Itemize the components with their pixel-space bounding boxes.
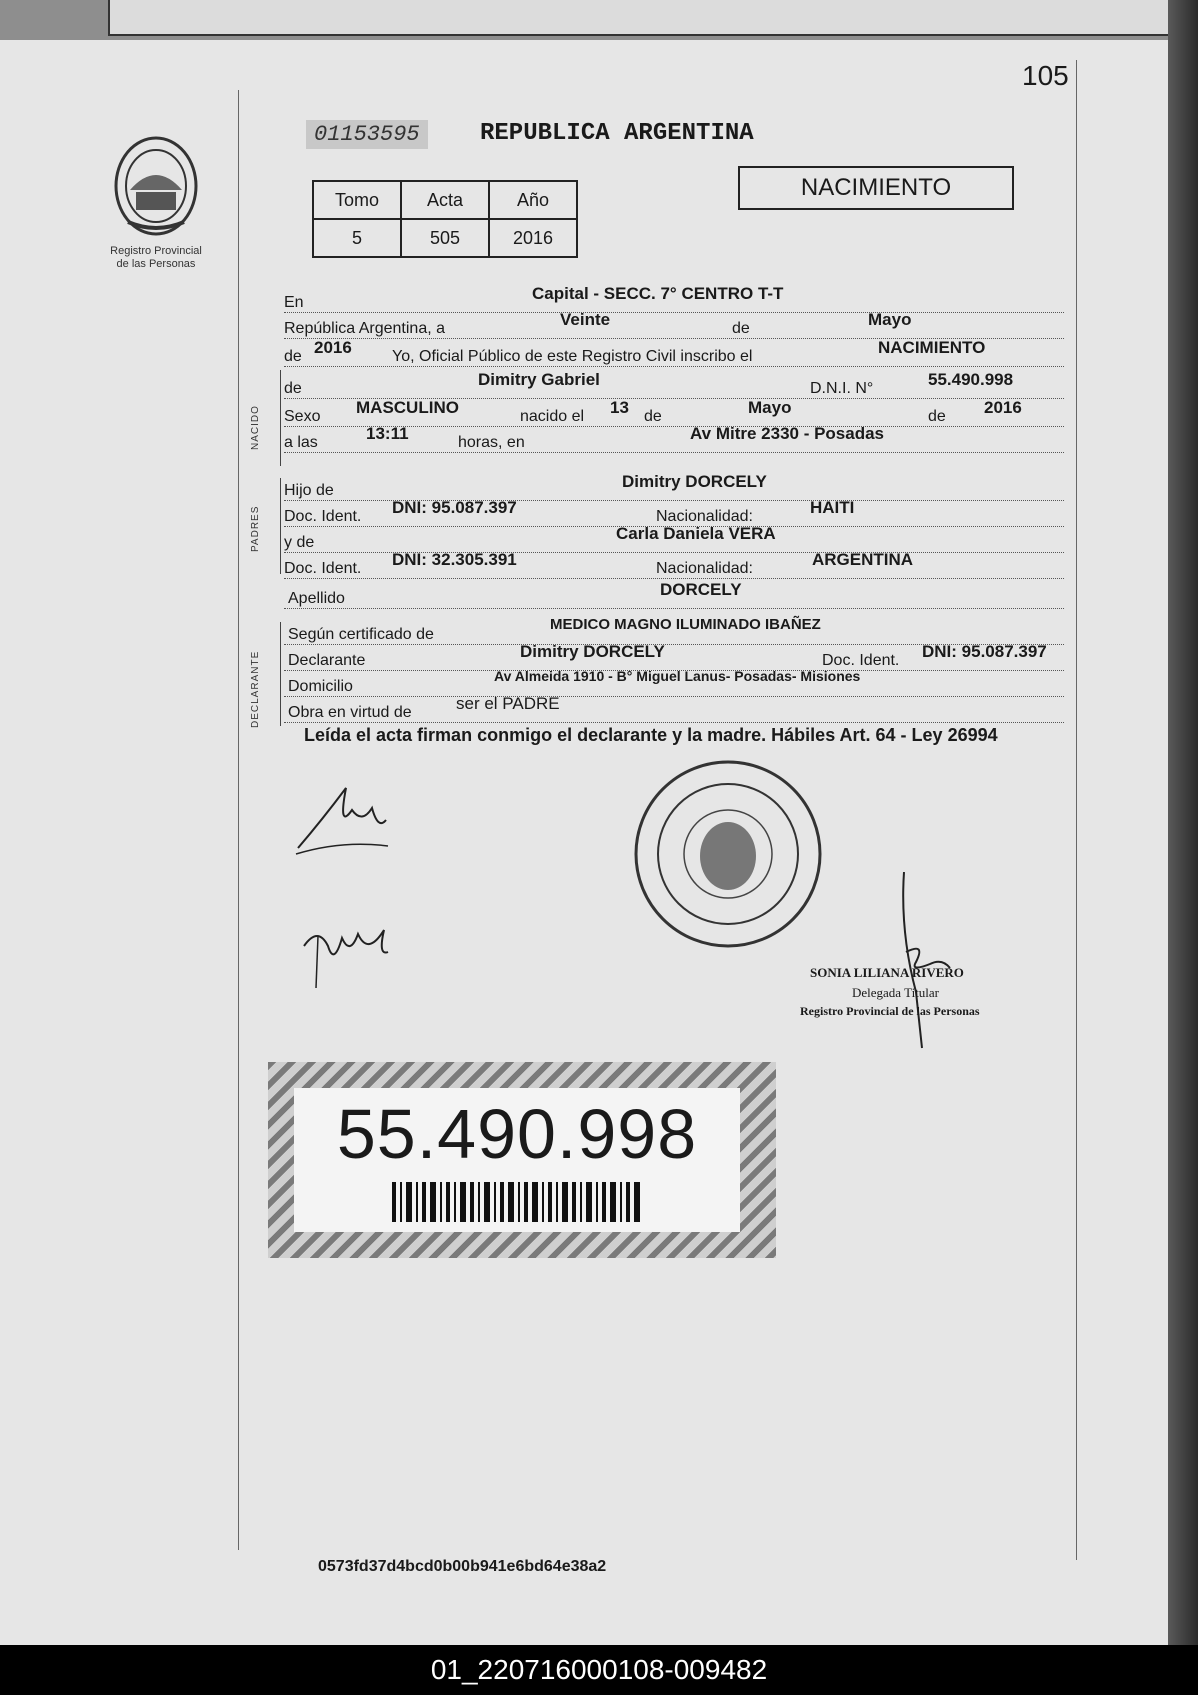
value-father-nationality: HAITI bbox=[810, 498, 855, 517]
value-father-doc: DNI: 95.087.397 bbox=[392, 498, 517, 517]
org-name-line2: de las Personas bbox=[116, 258, 196, 270]
right-margin-line bbox=[1076, 60, 1077, 1560]
registry-table bbox=[312, 180, 578, 258]
label-obra: Obra en virtud de bbox=[288, 704, 412, 721]
value-mother-nationality: ARGENTINA bbox=[812, 550, 914, 569]
value-year: 2016 bbox=[314, 338, 352, 357]
left-margin-line bbox=[238, 90, 239, 1550]
label-certificado: Según certificado de bbox=[288, 626, 434, 643]
row-obra bbox=[284, 694, 1064, 723]
value-month: Mayo bbox=[868, 310, 912, 329]
label-doc-ident-mother: Doc. Ident. bbox=[284, 560, 362, 577]
label-doc-ident-father: Doc. Ident. bbox=[284, 508, 362, 525]
province-seal-icon bbox=[108, 130, 204, 242]
row-nombre bbox=[284, 370, 1064, 399]
label-dni: D.N.I. N° bbox=[810, 380, 874, 397]
value-apellido: DORCELY bbox=[660, 580, 742, 599]
label-nacionalidad-mother: Nacionalidad: bbox=[656, 560, 753, 577]
value-birth-day: 13 bbox=[610, 398, 629, 417]
signature-official bbox=[866, 872, 966, 1052]
label-de4: de bbox=[644, 408, 662, 425]
value-tomo: 5 bbox=[313, 219, 401, 257]
label-yde: y de bbox=[284, 534, 315, 551]
official-role: Delegada Titular bbox=[852, 985, 940, 1000]
value-time: 13:11 bbox=[366, 424, 409, 443]
value-birth-month: Mayo bbox=[748, 398, 792, 417]
signature-declarante bbox=[292, 780, 392, 860]
doc-type-box: NACIMIENTO bbox=[738, 166, 1014, 210]
country-title: REPUBLICA ARGENTINA bbox=[480, 120, 754, 147]
label-hijo: Hijo de bbox=[284, 482, 334, 499]
value-day: Veinte bbox=[560, 310, 611, 329]
label-de3: de bbox=[284, 380, 302, 397]
value-certificado: MEDICO MAGNO ILUMINADO IBAÑEZ bbox=[550, 616, 821, 633]
label-de5: de bbox=[928, 408, 946, 425]
label-republica: República Argentina, a bbox=[284, 320, 445, 337]
page-number: 105 bbox=[1022, 60, 1069, 91]
label-apellido: Apellido bbox=[288, 590, 345, 607]
row-domicilio bbox=[284, 668, 1064, 697]
value-sexo: MASCULINO bbox=[356, 398, 459, 417]
side-label-nacido: NACIDO bbox=[250, 405, 261, 450]
label-en: En bbox=[284, 294, 304, 311]
registry-table-values bbox=[313, 219, 577, 257]
padres-bracket bbox=[280, 478, 281, 574]
row-republica bbox=[284, 310, 1064, 339]
official-org: Registro Provincial de las Personas bbox=[800, 1004, 980, 1018]
official-stamp-icon bbox=[632, 758, 824, 950]
page-shadow bbox=[1168, 0, 1198, 1645]
header-anio: Año bbox=[489, 181, 577, 219]
label-nacido: nacido el bbox=[520, 408, 585, 425]
serial-number: 01153595 bbox=[306, 120, 428, 149]
barcode-sticker bbox=[268, 1062, 776, 1258]
org-name bbox=[96, 245, 216, 271]
previous-page-edge bbox=[108, 0, 1170, 36]
declarante-bracket bbox=[280, 622, 281, 726]
value-mother-name: Carla Daniela VERA bbox=[616, 524, 776, 543]
value-domicilio: Av Almeida 1910 - B° Miguel Lanus- Posadas- Misiones bbox=[494, 668, 861, 684]
side-label-declarante: DECLARANTE bbox=[250, 650, 261, 728]
value-acta: 505 bbox=[401, 219, 489, 257]
value-obra: ser el PADRE bbox=[456, 694, 560, 713]
value-anio: 2016 bbox=[489, 219, 577, 257]
value-mother-doc: DNI: 32.305.391 bbox=[392, 550, 517, 569]
legal-text: Leída el acta firman conmigo el declarante y la madre. Hábiles Art. 64 - Ley 26994 bbox=[304, 725, 998, 745]
value-father-name: Dimitry DORCELY bbox=[622, 472, 767, 491]
document-hash: 0573fd37d4bcd0b00b941e6bd64e38a2 bbox=[318, 1558, 607, 1575]
barcode-label bbox=[294, 1088, 740, 1232]
value-declarante: Dimitry DORCELY bbox=[520, 642, 665, 661]
header-tomo: Tomo bbox=[313, 181, 401, 219]
value-act-type: NACIMIENTO bbox=[878, 338, 986, 357]
value-place-registry: Capital - SECC. 7° CENTRO T-T bbox=[532, 284, 784, 303]
row-apellido bbox=[284, 580, 1064, 609]
label-alas: a las bbox=[284, 434, 318, 451]
document-page bbox=[0, 40, 1168, 1645]
footer-id: 01_220716000108-009482 bbox=[0, 1645, 1198, 1695]
barcode-number: 55.490.998 bbox=[336, 1095, 698, 1173]
row-madre-doc bbox=[284, 550, 1064, 579]
barcode-bars-icon bbox=[392, 1182, 642, 1222]
row-oficial bbox=[284, 338, 1064, 367]
nacido-bracket bbox=[280, 370, 281, 466]
label-domicilio: Domicilio bbox=[288, 678, 353, 695]
signature-madre bbox=[298, 916, 394, 992]
label-de: de bbox=[732, 320, 750, 337]
row-en bbox=[284, 284, 1064, 313]
org-name-line1: Registro Provincial bbox=[110, 245, 202, 257]
official-name: SONIA LILIANA RIVERO bbox=[810, 965, 964, 980]
label-sexo: Sexo bbox=[284, 408, 321, 425]
value-birth-place: Av Mitre 2330 - Posadas bbox=[690, 424, 885, 443]
label-oficial: Yo, Oficial Público de este Registro Civil inscribo el bbox=[392, 348, 753, 365]
registry-table-header bbox=[313, 181, 577, 219]
value-declarante-doc: DNI: 95.087.397 bbox=[922, 642, 1047, 661]
label-doc-ident-declarante: Doc. Ident. bbox=[822, 652, 900, 669]
side-label-padres: PADRES bbox=[250, 505, 261, 552]
label-declarante: Declarante bbox=[288, 652, 366, 669]
label-de2: de bbox=[284, 348, 302, 365]
label-nacionalidad-father: Nacionalidad: bbox=[656, 508, 753, 525]
value-child-name: Dimitry Gabriel bbox=[478, 370, 600, 389]
value-birth-year: 2016 bbox=[984, 398, 1022, 417]
value-dni: 55.490.998 bbox=[928, 370, 1014, 389]
header-acta: Acta bbox=[401, 181, 489, 219]
label-horas: horas, en bbox=[458, 434, 525, 451]
row-hora bbox=[284, 424, 1064, 453]
